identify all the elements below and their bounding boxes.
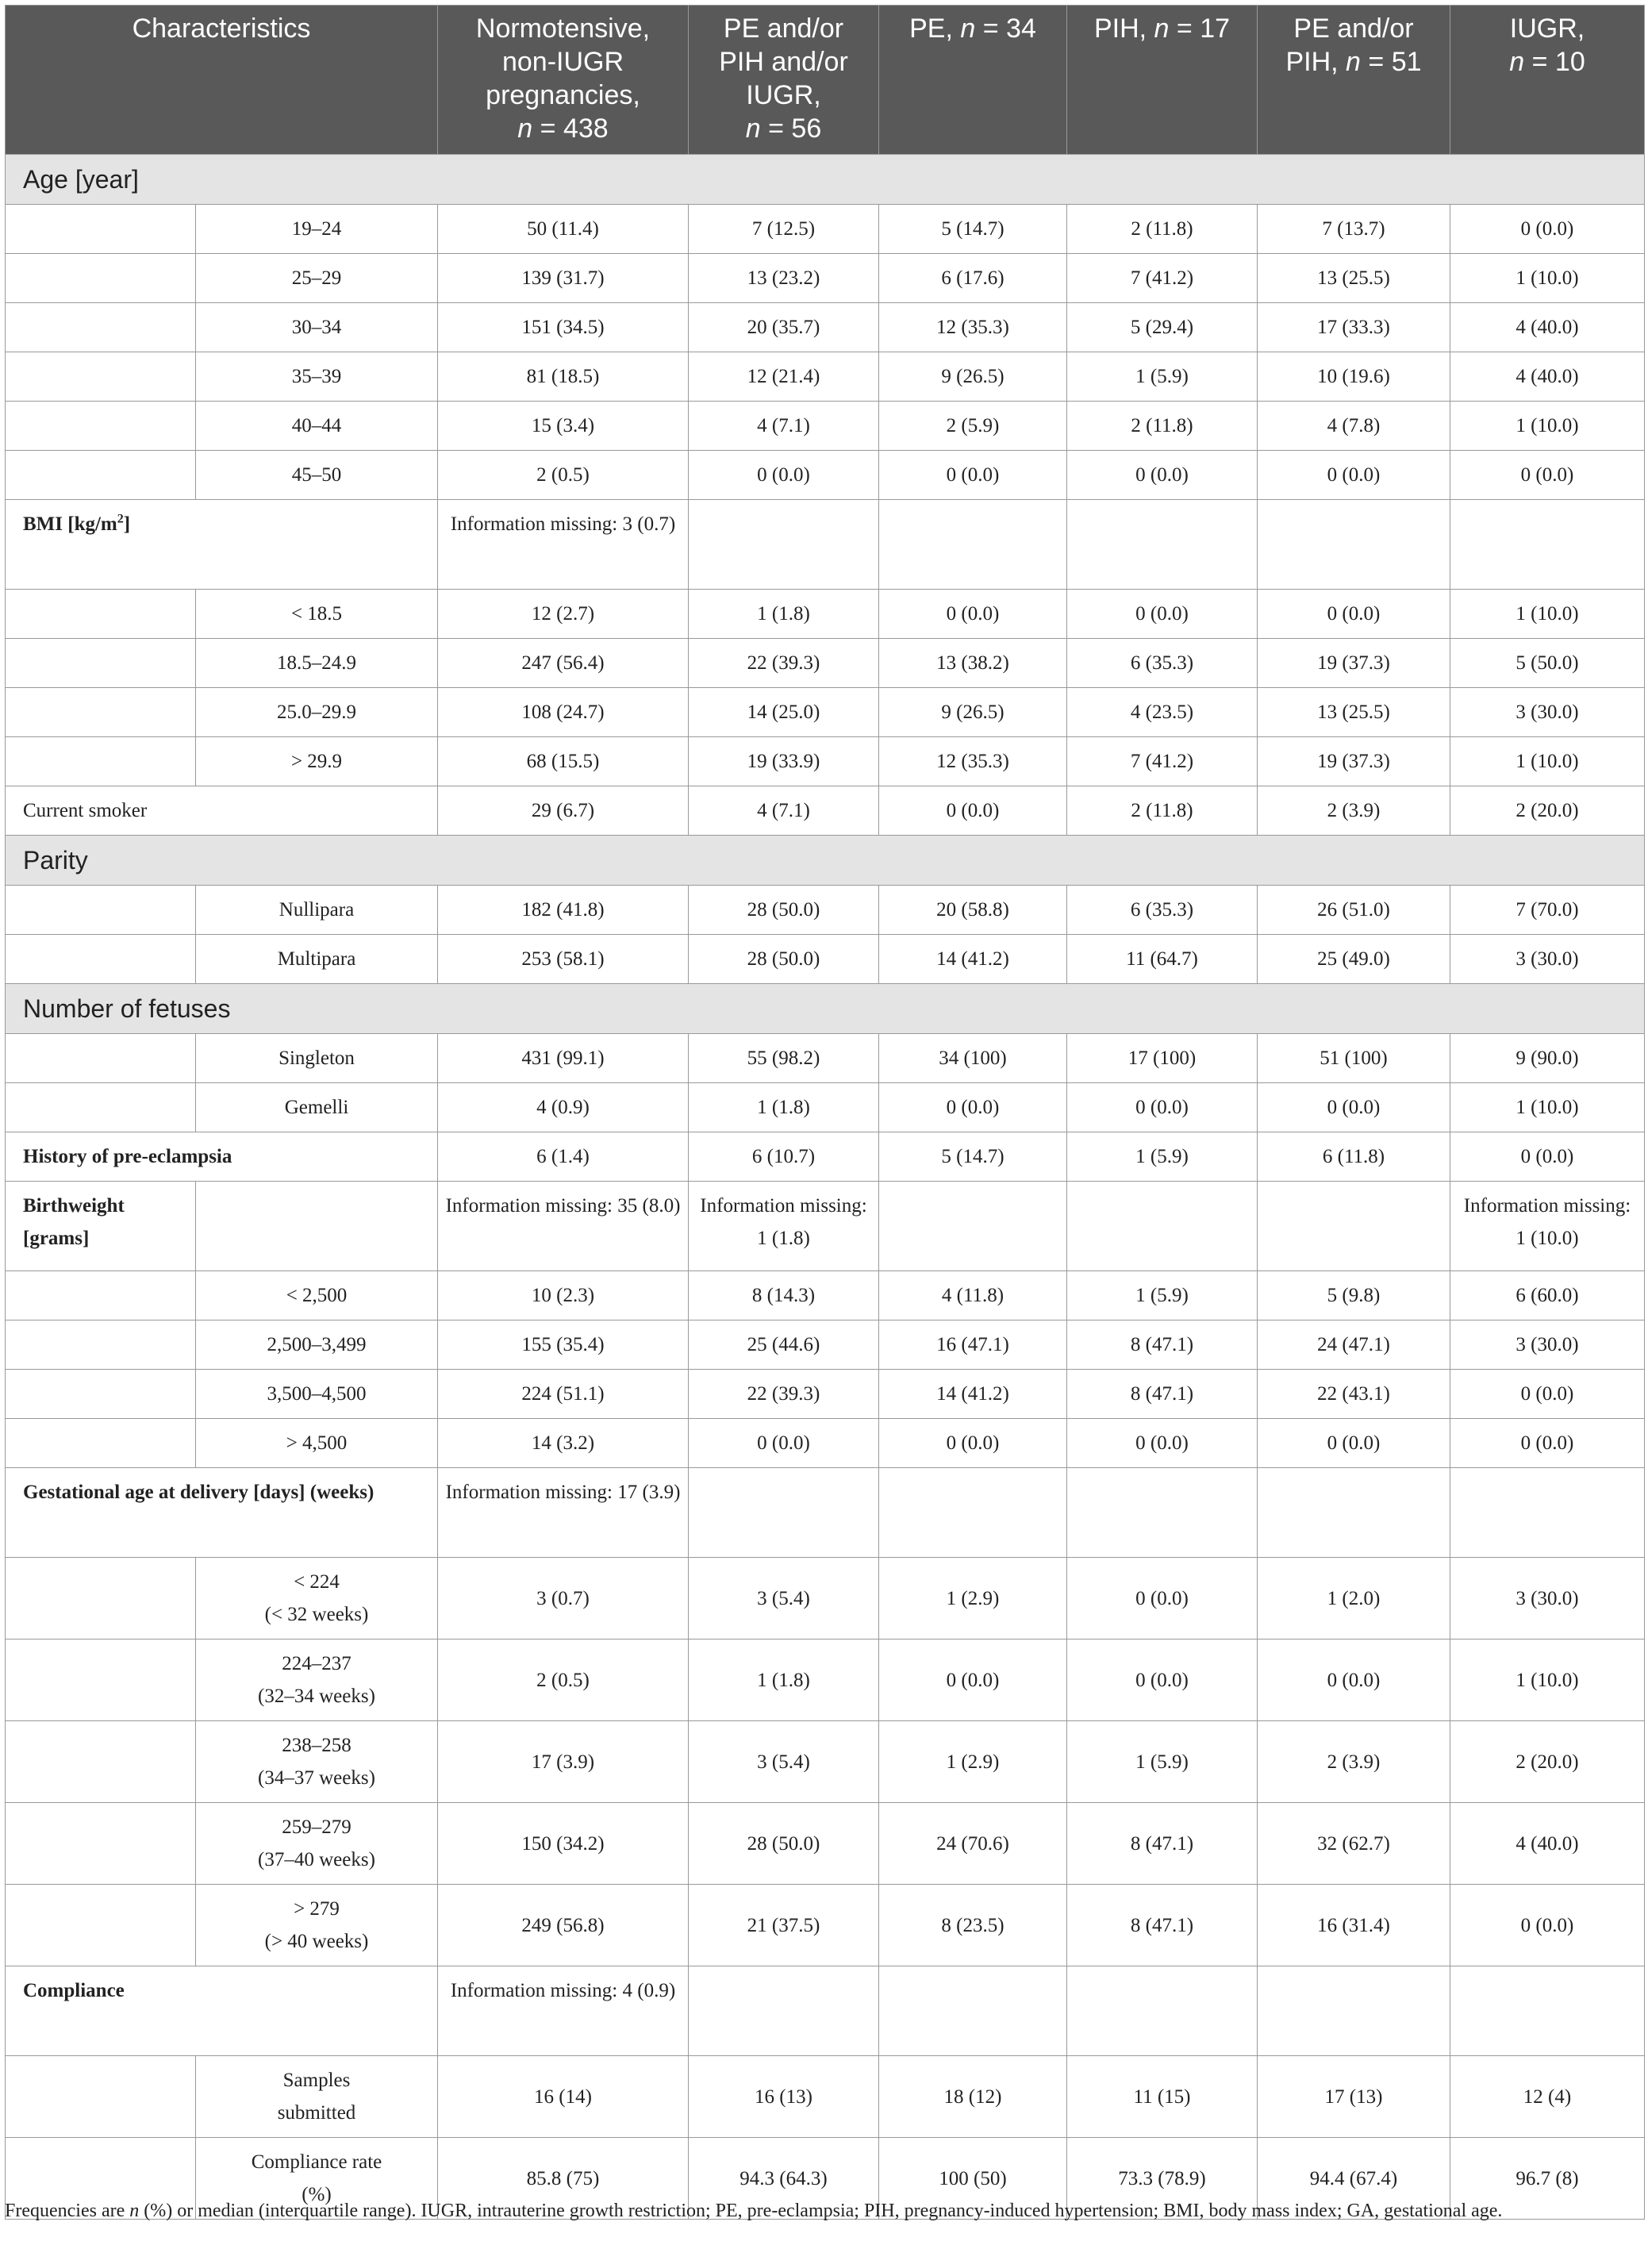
value-cell: 5 (14.7)	[879, 205, 1067, 254]
table-row	[6, 737, 1645, 786]
value-cell: 17 (3.9)	[438, 1721, 689, 1803]
value-cell: 155 (35.4)	[438, 1320, 689, 1370]
value-cell: 139 (31.7)	[438, 254, 689, 303]
value-cell: 0 (0.0)	[1067, 451, 1258, 500]
value-cell: 0 (0.0)	[1067, 590, 1258, 639]
empty-cell	[689, 1468, 879, 1558]
value-cell: 1 (2.0)	[1258, 1558, 1450, 1639]
value-cell: 6 (11.8)	[1258, 1132, 1450, 1182]
row-label: 2,500–3,499	[196, 1320, 438, 1370]
value-cell: 0 (0.0)	[1450, 1419, 1645, 1468]
value-cell: 16 (13)	[689, 2056, 879, 2138]
value-cell: 1 (10.0)	[1450, 402, 1645, 451]
table-row	[6, 500, 1645, 590]
value-cell: 8 (47.1)	[1067, 1320, 1258, 1370]
value-cell: 3 (5.4)	[689, 1721, 879, 1803]
row-label: 40–44	[196, 402, 438, 451]
value-cell: 1 (5.9)	[1067, 1721, 1258, 1803]
value-cell: 6 (35.3)	[1067, 886, 1258, 935]
value-cell: 0 (0.0)	[1450, 205, 1645, 254]
row-label: Compliance rate (%)	[196, 2138, 438, 2220]
value-cell: 24 (47.1)	[1258, 1320, 1450, 1370]
value-cell: 17 (33.3)	[1258, 303, 1450, 352]
value-cell: 73.3 (78.9)	[1067, 2138, 1258, 2220]
value-cell: 13 (25.5)	[1258, 254, 1450, 303]
value-cell: 21 (37.5)	[689, 1885, 879, 1966]
row-label: < 2,500	[196, 1271, 438, 1320]
value-cell: 12 (4)	[1450, 2056, 1645, 2138]
missing-info: Information missing: 35 (8.0)	[438, 1182, 689, 1271]
table-row	[6, 1419, 1645, 1468]
value-cell: 1 (5.9)	[1067, 352, 1258, 402]
value-cell: 0 (0.0)	[1450, 1132, 1645, 1182]
row-label: 35–39	[196, 352, 438, 402]
row-label: 30–34	[196, 303, 438, 352]
value-cell: 4 (7.1)	[689, 786, 879, 836]
value-cell: 0 (0.0)	[689, 1419, 879, 1468]
value-cell: 25 (44.6)	[689, 1320, 879, 1370]
value-cell: 17 (13)	[1258, 2056, 1450, 2138]
table-row	[6, 1885, 1645, 1966]
table-row	[6, 590, 1645, 639]
value-cell: 2 (3.9)	[1258, 786, 1450, 836]
header-pe: PE, n = 34	[879, 6, 1067, 155]
section-row	[6, 155, 1645, 205]
value-cell: 100 (50)	[879, 2138, 1067, 2220]
value-cell: 0 (0.0)	[1450, 451, 1645, 500]
table-row	[6, 1271, 1645, 1320]
table-row	[6, 1966, 1645, 2056]
value-cell: 28 (50.0)	[689, 935, 879, 984]
header-pe-pih-iugr: PE and/or PIH and/or IUGR, n = 56	[689, 6, 879, 155]
value-cell: 0 (0.0)	[1067, 1083, 1258, 1132]
row-label: 18.5–24.9	[196, 639, 438, 688]
indent-cell	[6, 1803, 196, 1885]
value-cell: 0 (0.0)	[1067, 1639, 1258, 1721]
row-label: < 224 (< 32 weeks)	[196, 1558, 438, 1639]
row-label: 224–237 (32–34 weeks)	[196, 1639, 438, 1721]
empty-cell	[1258, 1966, 1450, 2056]
value-cell: 8 (47.1)	[1067, 1803, 1258, 1885]
value-cell: 68 (15.5)	[438, 737, 689, 786]
indent-cell	[6, 1370, 196, 1419]
value-cell: 2 (20.0)	[1450, 786, 1645, 836]
indent-cell	[6, 254, 196, 303]
value-cell: 0 (0.0)	[879, 1419, 1067, 1468]
value-cell: 85.8 (75)	[438, 2138, 689, 2220]
characteristics-table	[5, 5, 1645, 2220]
value-cell: 4 (7.8)	[1258, 402, 1450, 451]
value-cell: 22 (39.3)	[689, 1370, 879, 1419]
value-cell: 28 (50.0)	[689, 886, 879, 935]
missing-info: Information missing: 1 (1.8)	[689, 1182, 879, 1271]
value-cell: 20 (35.7)	[689, 303, 879, 352]
value-cell: 8 (47.1)	[1067, 1885, 1258, 1966]
value-cell: 2 (0.5)	[438, 1639, 689, 1721]
table-row	[6, 1803, 1645, 1885]
value-cell: 11 (64.7)	[1067, 935, 1258, 984]
table-row	[6, 1558, 1645, 1639]
indent-cell	[6, 402, 196, 451]
value-cell: 2 (20.0)	[1450, 1721, 1645, 1803]
row-label: 19–24	[196, 205, 438, 254]
value-cell: 24 (70.6)	[879, 1803, 1067, 1885]
history-label: History of pre-eclampsia	[6, 1132, 438, 1182]
value-cell: 19 (37.3)	[1258, 737, 1450, 786]
row-label: 25–29	[196, 254, 438, 303]
value-cell: 0 (0.0)	[1450, 1370, 1645, 1419]
value-cell: 34 (100)	[879, 1034, 1067, 1083]
value-cell: 1 (10.0)	[1450, 590, 1645, 639]
value-cell: 19 (33.9)	[689, 737, 879, 786]
row-label: Multipara	[196, 935, 438, 984]
value-cell: 12 (2.7)	[438, 590, 689, 639]
value-cell: 1 (5.9)	[1067, 1132, 1258, 1182]
table-row	[6, 786, 1645, 836]
table-row	[6, 1182, 1645, 1271]
row-label: Singleton	[196, 1034, 438, 1083]
table-row	[6, 886, 1645, 935]
missing-info: Information missing: 17 (3.9)	[438, 1468, 689, 1558]
indent-cell	[6, 1083, 196, 1132]
table-row	[6, 1320, 1645, 1370]
value-cell: 94.4 (67.4)	[1258, 2138, 1450, 2220]
row-label: 238–258 (34–37 weeks)	[196, 1721, 438, 1803]
empty-cell	[1067, 1182, 1258, 1271]
value-cell: 7 (70.0)	[1450, 886, 1645, 935]
value-cell: 2 (11.8)	[1067, 786, 1258, 836]
value-cell: 14 (41.2)	[879, 1370, 1067, 1419]
bmi-label: BMI $[kg/m^2]$	[6, 500, 438, 590]
value-cell: 0 (0.0)	[879, 1639, 1067, 1721]
indent-cell	[6, 1320, 196, 1370]
value-cell: 20 (58.8)	[879, 886, 1067, 935]
section-header: Number of fetuses	[6, 984, 1645, 1034]
indent-cell	[6, 303, 196, 352]
value-cell: 4 (7.1)	[689, 402, 879, 451]
value-cell: 2 (11.8)	[1067, 205, 1258, 254]
section-header: Parity	[6, 836, 1645, 886]
value-cell: 81 (18.5)	[438, 352, 689, 402]
birthweight-label: Birthweight [grams]	[6, 1182, 196, 1271]
value-cell: 0 (0.0)	[879, 1083, 1067, 1132]
value-cell: 0 (0.0)	[1258, 1639, 1450, 1721]
value-cell: 5 (29.4)	[1067, 303, 1258, 352]
value-cell: 249 (56.8)	[438, 1885, 689, 1966]
value-cell: 3 (5.4)	[689, 1558, 879, 1639]
value-cell: 9 (26.5)	[879, 688, 1067, 737]
value-cell: 0 (0.0)	[1258, 1419, 1450, 1468]
table-header-row	[6, 6, 1645, 155]
indent-cell	[6, 886, 196, 935]
value-cell: 7 (12.5)	[689, 205, 879, 254]
empty-cell	[1450, 1966, 1645, 2056]
value-cell: 50 (11.4)	[438, 205, 689, 254]
empty-cell	[1067, 1468, 1258, 1558]
value-cell: 29 (6.7)	[438, 786, 689, 836]
header-normotensive: Normotensive, non-IUGR pregnancies, n = 438	[438, 6, 689, 155]
value-cell: 94.3 (64.3)	[689, 2138, 879, 2220]
empty-cell	[879, 500, 1067, 590]
empty-cell	[879, 1966, 1067, 2056]
value-cell: 16 (47.1)	[879, 1320, 1067, 1370]
missing-info: Information missing: 1 (10.0)	[1450, 1182, 1645, 1271]
value-cell: 25 (49.0)	[1258, 935, 1450, 984]
value-cell: 7 (41.2)	[1067, 254, 1258, 303]
value-cell: 7 (13.7)	[1258, 205, 1450, 254]
value-cell: 14 (3.2)	[438, 1419, 689, 1468]
value-cell: 431 (99.1)	[438, 1034, 689, 1083]
value-cell: 4 (0.9)	[438, 1083, 689, 1132]
value-cell: 1 (2.9)	[879, 1721, 1067, 1803]
value-cell: 4 (40.0)	[1450, 303, 1645, 352]
table-row	[6, 1034, 1645, 1083]
value-cell: 0 (0.0)	[689, 451, 879, 500]
empty-cell	[879, 1182, 1067, 1271]
table-row	[6, 688, 1645, 737]
value-cell: 15 (3.4)	[438, 402, 689, 451]
value-cell: 0 (0.0)	[1258, 590, 1450, 639]
row-label: Gemelli	[196, 1083, 438, 1132]
indent-cell	[6, 688, 196, 737]
value-cell: 1 (1.8)	[689, 1639, 879, 1721]
table-row	[6, 935, 1645, 984]
indent-cell	[6, 1419, 196, 1468]
value-cell: 8 (47.1)	[1067, 1370, 1258, 1419]
empty-cell	[1450, 1468, 1645, 1558]
value-cell: 10 (19.6)	[1258, 352, 1450, 402]
value-cell: 5 (14.7)	[879, 1132, 1067, 1182]
value-cell: 10 (2.3)	[438, 1271, 689, 1320]
empty-cell	[1067, 1966, 1258, 2056]
row-label: Samples submitted	[196, 2056, 438, 2138]
indent-cell	[6, 737, 196, 786]
empty-cell	[1258, 500, 1450, 590]
value-cell: 1 (10.0)	[1450, 254, 1645, 303]
value-cell: 28 (50.0)	[689, 1803, 879, 1885]
value-cell: 0 (0.0)	[879, 451, 1067, 500]
value-cell: 6 (17.6)	[879, 254, 1067, 303]
value-cell: 4 (40.0)	[1450, 1803, 1645, 1885]
value-cell: 55 (98.2)	[689, 1034, 879, 1083]
value-cell: 247 (56.4)	[438, 639, 689, 688]
indent-cell	[6, 1271, 196, 1320]
value-cell: 182 (41.8)	[438, 886, 689, 935]
indent-cell	[6, 590, 196, 639]
value-cell: 22 (39.3)	[689, 639, 879, 688]
value-cell: 9 (26.5)	[879, 352, 1067, 402]
indent-cell	[6, 1639, 196, 1721]
value-cell: 3 (30.0)	[1450, 935, 1645, 984]
table-row	[6, 1083, 1645, 1132]
empty-cell	[689, 500, 879, 590]
value-cell: 12 (21.4)	[689, 352, 879, 402]
value-cell: 2 (11.8)	[1067, 402, 1258, 451]
value-cell: 13 (25.5)	[1258, 688, 1450, 737]
row-label: > 279 (> 40 weeks)	[196, 1885, 438, 1966]
table-row	[6, 1370, 1645, 1419]
table-row	[6, 2056, 1645, 2138]
header-pe-pih: PE and/or PIH, n = 51	[1258, 6, 1450, 155]
value-cell: 16 (14)	[438, 2056, 689, 2138]
value-cell: 22 (43.1)	[1258, 1370, 1450, 1419]
empty-cell	[1258, 1468, 1450, 1558]
empty-cell	[1067, 500, 1258, 590]
value-cell: 5 (50.0)	[1450, 639, 1645, 688]
value-cell: 3 (0.7)	[438, 1558, 689, 1639]
section-row	[6, 984, 1645, 1034]
value-cell: 13 (38.2)	[879, 639, 1067, 688]
value-cell: 14 (25.0)	[689, 688, 879, 737]
row-label: Nullipara	[196, 886, 438, 935]
smoker-label: Current smoker	[6, 786, 438, 836]
value-cell: 1 (5.9)	[1067, 1271, 1258, 1320]
row-label: > 29.9	[196, 737, 438, 786]
value-cell: 16 (31.4)	[1258, 1885, 1450, 1966]
missing-info: Information missing: 3 (0.7)	[438, 500, 689, 590]
section-row	[6, 836, 1645, 886]
value-cell: 224 (51.1)	[438, 1370, 689, 1419]
table-row	[6, 303, 1645, 352]
value-cell: 1 (2.9)	[879, 1558, 1067, 1639]
value-cell: 11 (15)	[1067, 2056, 1258, 2138]
table-row	[6, 254, 1645, 303]
value-cell: 6 (10.7)	[689, 1132, 879, 1182]
missing-info: Information missing: 4 (0.9)	[438, 1966, 689, 2056]
value-cell: 9 (90.0)	[1450, 1034, 1645, 1083]
value-cell: 0 (0.0)	[1450, 1885, 1645, 1966]
value-cell: 2 (3.9)	[1258, 1721, 1450, 1803]
value-cell: 1 (1.8)	[689, 1083, 879, 1132]
empty-cell	[689, 1966, 879, 2056]
table-row	[6, 639, 1645, 688]
indent-cell	[6, 639, 196, 688]
header-characteristics: Characteristics	[6, 6, 438, 155]
table-row	[6, 205, 1645, 254]
table-footnote: Frequencies are n (%) or median (interquartile range). IUGR, intrauterine growth restriction; PE, pre-eclampsia; PIH, pregnancy-induced hypertension; BMI, body mass index; GA, gestational age.	[5, 2201, 1503, 2221]
value-cell: 14 (41.2)	[879, 935, 1067, 984]
empty-cell	[1258, 1182, 1450, 1271]
value-cell: 3 (30.0)	[1450, 688, 1645, 737]
value-cell: 150 (34.2)	[438, 1803, 689, 1885]
value-cell: 7 (41.2)	[1067, 737, 1258, 786]
value-cell: 2 (5.9)	[879, 402, 1067, 451]
value-cell: 8 (14.3)	[689, 1271, 879, 1320]
indent-cell	[6, 1558, 196, 1639]
value-cell: 4 (23.5)	[1067, 688, 1258, 737]
table-row	[6, 1721, 1645, 1803]
compliance-label: Compliance	[6, 1966, 438, 2056]
indent-cell	[6, 2056, 196, 2138]
ga-label: Gestational age at delivery [days] (weeks)	[6, 1468, 438, 1558]
table-row	[6, 1639, 1645, 1721]
value-cell: 0 (0.0)	[1067, 1558, 1258, 1639]
value-cell: 1 (1.8)	[689, 590, 879, 639]
indent-cell	[6, 1721, 196, 1803]
indent-cell	[6, 1034, 196, 1083]
value-cell: 4 (40.0)	[1450, 352, 1645, 402]
value-cell: 32 (62.7)	[1258, 1803, 1450, 1885]
empty-cell	[1450, 500, 1645, 590]
indent-cell	[6, 205, 196, 254]
value-cell: 3 (30.0)	[1450, 1558, 1645, 1639]
value-cell: 6 (35.3)	[1067, 639, 1258, 688]
row-label: 259–279 (37–40 weeks)	[196, 1803, 438, 1885]
row-label: 3,500–4,500	[196, 1370, 438, 1419]
value-cell: 8 (23.5)	[879, 1885, 1067, 1966]
value-cell: 12 (35.3)	[879, 303, 1067, 352]
value-cell: 151 (34.5)	[438, 303, 689, 352]
table-row	[6, 451, 1645, 500]
section-header: Age [year]	[6, 155, 1645, 205]
value-cell: 5 (9.8)	[1258, 1271, 1450, 1320]
table-row	[6, 402, 1645, 451]
indent-cell	[6, 451, 196, 500]
value-cell: 18 (12)	[879, 2056, 1067, 2138]
value-cell: 0 (0.0)	[1258, 451, 1450, 500]
value-cell: 17 (100)	[1067, 1034, 1258, 1083]
indent-cell	[6, 1885, 196, 1966]
value-cell: 253 (58.1)	[438, 935, 689, 984]
value-cell: 6 (60.0)	[1450, 1271, 1645, 1320]
value-cell: 13 (23.2)	[689, 254, 879, 303]
value-cell: 1 (10.0)	[1450, 737, 1645, 786]
value-cell: 108 (24.7)	[438, 688, 689, 737]
value-cell: 3 (30.0)	[1450, 1320, 1645, 1370]
row-label: < 18.5	[196, 590, 438, 639]
value-cell: 0 (0.0)	[1258, 1083, 1450, 1132]
value-cell: 0 (0.0)	[1067, 1419, 1258, 1468]
value-cell: 19 (37.3)	[1258, 639, 1450, 688]
value-cell: 1 (10.0)	[1450, 1083, 1645, 1132]
header-iugr: IUGR, n = 10	[1450, 6, 1645, 155]
empty-cell	[196, 1182, 438, 1271]
value-cell: 12 (35.3)	[879, 737, 1067, 786]
value-cell: 1 (10.0)	[1450, 1639, 1645, 1721]
value-cell: 0 (0.0)	[879, 786, 1067, 836]
value-cell: 51 (100)	[1258, 1034, 1450, 1083]
indent-cell	[6, 935, 196, 984]
row-label: > 4,500	[196, 1419, 438, 1468]
table-row	[6, 1468, 1645, 1558]
table-row	[6, 1132, 1645, 1182]
table-row	[6, 352, 1645, 402]
value-cell: 96.7 (8)	[1450, 2138, 1645, 2220]
indent-cell	[6, 352, 196, 402]
value-cell: 26 (51.0)	[1258, 886, 1450, 935]
row-label: 45–50	[196, 451, 438, 500]
value-cell: 6 (1.4)	[438, 1132, 689, 1182]
header-pih: PIH, n = 17	[1067, 6, 1258, 155]
value-cell: 0 (0.0)	[879, 590, 1067, 639]
empty-cell	[879, 1468, 1067, 1558]
value-cell: 4 (11.8)	[879, 1271, 1067, 1320]
value-cell: 2 (0.5)	[438, 451, 689, 500]
row-label: 25.0–29.9	[196, 688, 438, 737]
